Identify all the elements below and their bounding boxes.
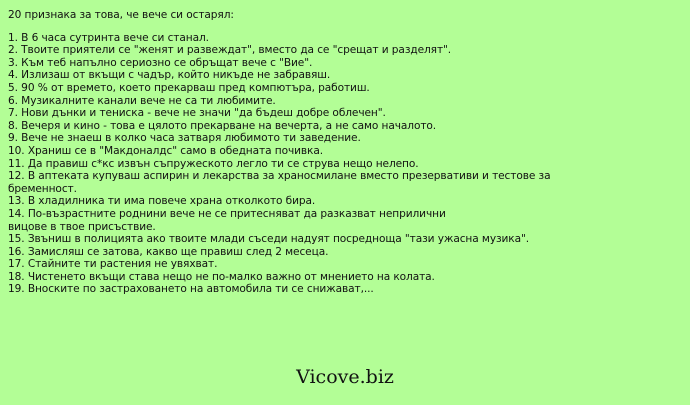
list-item: 15. Звъниш в полицията ако твоите млади съседи надуят посредноща "тази ужасна музика". xyxy=(8,233,530,246)
list-item: 17. Стайните ти растения не увяхват. xyxy=(8,258,218,271)
list-item-continuation: бременност. xyxy=(8,182,77,195)
list-item xyxy=(8,170,684,195)
sign-list xyxy=(8,32,684,296)
list-item: 18. Чистенето вкъщи става нещо не по-малко важно от мнението на колата. xyxy=(8,270,435,283)
list-item-text: 14. По-възрастните роднини вече не се притесняват да разказват неприлични xyxy=(8,207,446,220)
list-item: 7. Нови дънки и тениска - вече не значи "да бъдеш добре облечен". xyxy=(8,107,386,120)
list-item: 4. Излизаш от вкъщи с чадър, който никъде не забравяш. xyxy=(8,69,331,82)
list-item: 2. Твоите приятели се "женят и развеждат", вместо да се "срещат и разделят". xyxy=(8,44,452,57)
list-item: 6. Музикалните канали вече не са ти любимите. xyxy=(8,94,276,107)
list-item: 1. В 6 часа сутринта вече си станал. xyxy=(8,31,209,44)
list-item: 13. В хладилника ти има повече храна отколкото бира. xyxy=(8,195,316,208)
list-item xyxy=(8,208,684,233)
list-item: 16. Замисляш се затова, какво ще правиш след 2 месеца. xyxy=(8,245,329,258)
site-watermark: Vicove.biz xyxy=(296,366,394,388)
list-item: 10. Храниш се в "Макдоналдс" само в обедната почивка. xyxy=(8,144,323,157)
list-item: 3. Към теб напълно сериозно се обръщат вече с "Вие". xyxy=(8,56,313,69)
list-item: 19. Вноските по застраховането на автомобила ти се снижават,... xyxy=(8,283,374,296)
list-item: 5. 90 % от времето, което прекарваш пред компютъра, работиш. xyxy=(8,81,370,94)
article-body xyxy=(8,9,684,296)
list-item: 9. Вече не знаеш в колко часа затваря любимото ти заведение. xyxy=(8,132,361,145)
list-item: 8. Вечеря и кино - това е цялото прекарване на вечерта, а не само началото. xyxy=(8,119,437,132)
list-item-continuation: вицове в твое присъствие. xyxy=(8,220,156,233)
list-item: 11. Да правиш с*кс извън съпружеското легло ти се струва нещо нелепо. xyxy=(8,157,419,170)
article-title: 20 признака за това, че вече си остарял: xyxy=(8,9,234,21)
list-item-text: 12. В аптеката купуваш аспирин и лекарства за храносмилане вместо презервативи и тестове за xyxy=(8,170,551,183)
